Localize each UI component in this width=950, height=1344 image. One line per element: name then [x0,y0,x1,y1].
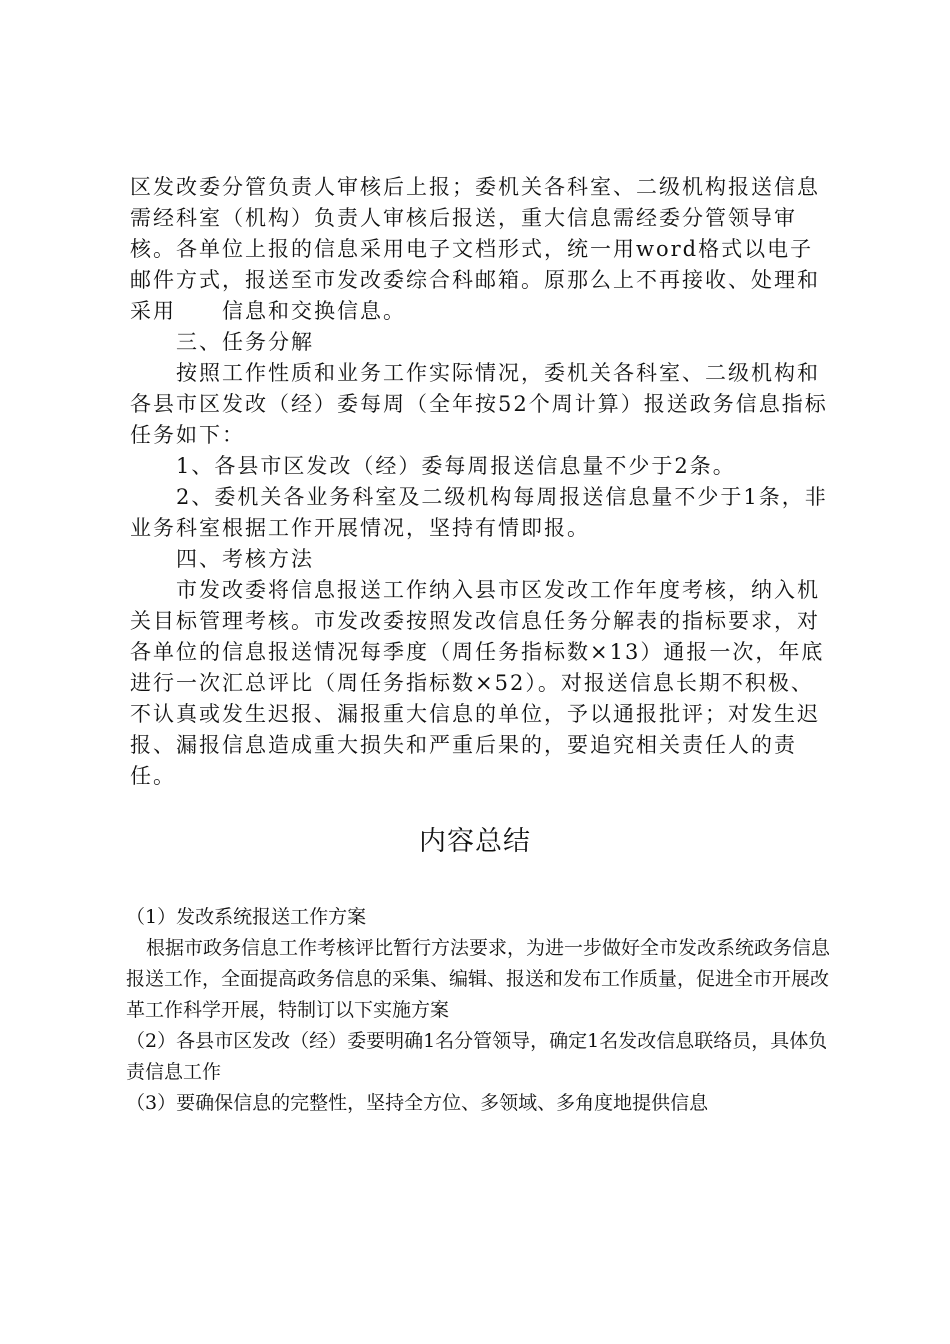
section-heading-task-breakdown: 三、任务分解 [176,330,314,354]
summary-title: 内容总结 [419,826,531,857]
body-paragraph: 按照工作性质和业务工作实际情况，委机关各科室、二级机构和各县市区发改（经）委每周（全年按52个周计算）报送政务信息指标任务如下： [130,361,828,447]
section-heading-assessment: 四、考核方法 [176,547,314,571]
document-body [130,172,830,792]
summary-item: 根据市政务信息工作考核评比暂行方法要求，为进一步做好全市发改系统政务信息报送工作，全面提高政务信息的采集、编辑、报送和发布工作质量，促进全市开展改革工作科学开展，特制订以下实施方案 [126,937,831,1021]
body-paragraph: 市发改委将信息报送工作纳入县市区发改工作年度考核，纳入机关目标管理考核。市发改委按照发改信息任务分解表的指标要求，对各单位的信息报送情况每季度（周任务指标数×13）通报一次，年底进行一次汇总评比（周任务指标数×52）。对报送信息长期不积极、不认真或发生迟报、漏报重大信息的单位，予以通报批评；对发生迟报、漏报信息造成重大损失和严重后果的，要追究相关责任人的责任。 [130,578,825,788]
body-paragraph: 2、委机关各业务科室及二级机构每周报送信息量不少于1条，非业务科室根据工作开展情况，坚持有情即报。 [130,485,828,540]
body-paragraph: 区发改委分管负责人审核后上报；委机关各科室、二级机构报送信息需经科室（机构）负责人审核后报送，重大信息需经委分管领导审核。各单位上报的信息采用电子文档形式，统一用word格式以电子邮件方式，报送至市发改委综合科邮箱。原那么上不再接收、处理和采用 信息和交换信息。 [130,175,820,323]
summary-section [126,902,838,1119]
summary-item: （3）要确保信息的完整性，坚持全方位、多领域、多角度地提供信息 [126,1092,709,1114]
summary-item: （2）各县市区发改（经）委要明确1名分管领导，确定1名发改信息联络员，具体负责信息工作 [126,1030,828,1083]
body-paragraph: 1、各县市区发改（经）委每周报送信息量不少于2条。 [176,454,736,478]
summary-item: （1）发改系统报送工作方案 [126,906,367,928]
